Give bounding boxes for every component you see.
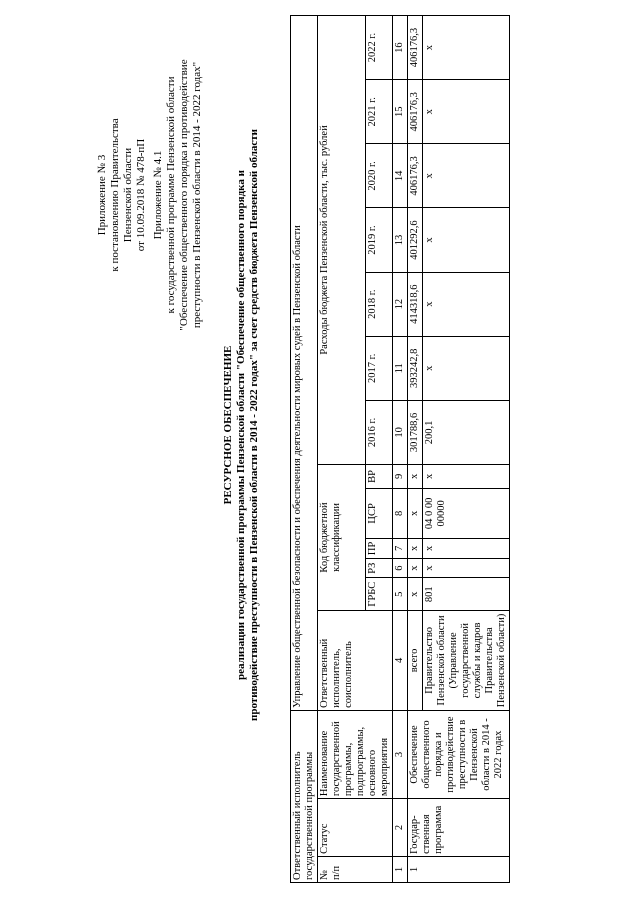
column-number: 15 bbox=[393, 80, 408, 144]
row-csr: 04 0 00 00000 bbox=[423, 488, 510, 538]
row-value: 414318,6 bbox=[408, 272, 423, 336]
row-grbs: x bbox=[408, 578, 423, 610]
resource-table bbox=[290, 15, 510, 883]
appendix-header bbox=[96, 30, 204, 360]
header-year: 2018 г. bbox=[366, 272, 393, 336]
header-year: 2016 г. bbox=[366, 400, 393, 464]
column-number: 14 bbox=[393, 144, 408, 208]
column-number: 4 bbox=[393, 610, 408, 710]
row-status: Государ-ственная программа bbox=[408, 799, 510, 857]
header-pr: ПР bbox=[366, 538, 393, 558]
row-value: 406176,3 bbox=[408, 144, 423, 208]
appendix3-line3: Пензенской области bbox=[122, 147, 134, 243]
title-line3: противодействие преступности в Пензенской области в 2014 - 2022 годах" за счет средств бюджета Пензенской области bbox=[248, 129, 260, 722]
resp-value: Управление общественной безопасности и обеспечения деятельности мировых судей в Пензенской области bbox=[291, 16, 318, 711]
row-value: 301788,6 bbox=[408, 400, 423, 464]
appendix3-line4: от 10.09.2018 № 478-пП bbox=[135, 138, 147, 252]
row-value: 200,1 bbox=[423, 400, 510, 464]
header-year: 2019 г. bbox=[366, 208, 393, 272]
column-number: 7 bbox=[393, 538, 408, 558]
header-name: Наименование государственной программы, подпрограммы, основного мероприятия bbox=[318, 710, 393, 798]
header-year: 2022 г. bbox=[366, 16, 393, 80]
header-num: № п/п bbox=[318, 856, 393, 882]
appendix41-line2: к государственной программе Пензенской области bbox=[165, 76, 177, 314]
column-number: 3 bbox=[393, 710, 408, 798]
row-pr: x bbox=[408, 538, 423, 558]
appendix3-line2: к постановлению Правительства bbox=[109, 118, 121, 272]
row-value: x bbox=[423, 16, 510, 80]
row-csr: x bbox=[408, 488, 423, 538]
appendix41-line4: преступности в Пензенской области в 2014 - 2022 годах" bbox=[191, 61, 203, 329]
row-value: 393242,8 bbox=[408, 336, 423, 400]
column-number: 5 bbox=[393, 578, 408, 610]
row-value: 406176,3 bbox=[408, 80, 423, 144]
table-row-total bbox=[408, 16, 423, 883]
row-value: 401292,6 bbox=[408, 208, 423, 272]
title-line2: реализации государственной программы Пензенской области "Обеспечение общественного порядка и bbox=[235, 170, 247, 680]
header-code: Код бюджетной классификации bbox=[318, 464, 366, 610]
appendix3-line1: Приложение № 3 bbox=[96, 154, 108, 236]
row-value: x bbox=[423, 208, 510, 272]
row-vr: x bbox=[423, 464, 510, 488]
column-number: 10 bbox=[393, 400, 408, 464]
column-number: 11 bbox=[393, 336, 408, 400]
row-exec: Правительство Пензенской области (Управление государственной службы и кадров Правительства Пензенской области) bbox=[423, 610, 510, 710]
header-rz: РЗ bbox=[366, 558, 393, 578]
column-number: 6 bbox=[393, 558, 408, 578]
header-year: 2021 г. bbox=[366, 80, 393, 144]
row-value: x bbox=[423, 80, 510, 144]
row-name: Обеспечение общественного порядка и противодействие преступности в Пензенской области в 2014 - 2022 годах bbox=[408, 710, 510, 798]
header-status: Статус bbox=[318, 799, 393, 857]
header-exec: Ответственный исполнитель, соисполнитель bbox=[318, 610, 393, 710]
column-number: 8 bbox=[393, 488, 408, 538]
row-rz: x bbox=[408, 558, 423, 578]
appendix41-line3: "Обеспечение общественного порядка и противодействие bbox=[178, 59, 190, 331]
header-year: 2020 г. bbox=[366, 144, 393, 208]
resp-label: Ответственный исполнитель государственной программы bbox=[291, 710, 318, 882]
header-row-1 bbox=[318, 16, 366, 883]
column-number: 13 bbox=[393, 208, 408, 272]
column-number-row bbox=[393, 16, 408, 883]
header-csr: ЦСР bbox=[366, 488, 393, 538]
row-value: x bbox=[423, 144, 510, 208]
header-expenses: Расходы бюджета Пензенской области, тыс. рублей bbox=[318, 16, 366, 465]
row-value: x bbox=[423, 272, 510, 336]
row-vr: x bbox=[408, 464, 423, 488]
header-year: 2017 г. bbox=[366, 336, 393, 400]
column-number: 2 bbox=[393, 799, 408, 857]
row-num: 1 bbox=[408, 856, 510, 882]
row-grbs: 801 bbox=[423, 578, 510, 610]
row-value: x bbox=[423, 336, 510, 400]
document-title bbox=[222, 65, 261, 785]
appendix41-line1: Приложение № 4.1 bbox=[152, 150, 164, 240]
title-line1: РЕСУРСНОЕ ОБЕСПЕЧЕНИЕ bbox=[222, 345, 234, 505]
row-value: 406176,3 bbox=[408, 16, 423, 80]
column-number: 16 bbox=[393, 16, 408, 80]
row-pr: x bbox=[423, 538, 510, 558]
header-vr: ВР bbox=[366, 464, 393, 488]
header-grbs: ГРБС bbox=[366, 578, 393, 610]
row-exec: всего bbox=[408, 610, 423, 710]
column-number: 9 bbox=[393, 464, 408, 488]
responsible-row bbox=[291, 16, 318, 883]
row-rz: x bbox=[423, 558, 510, 578]
column-number: 1 bbox=[393, 856, 408, 882]
column-number: 12 bbox=[393, 272, 408, 336]
